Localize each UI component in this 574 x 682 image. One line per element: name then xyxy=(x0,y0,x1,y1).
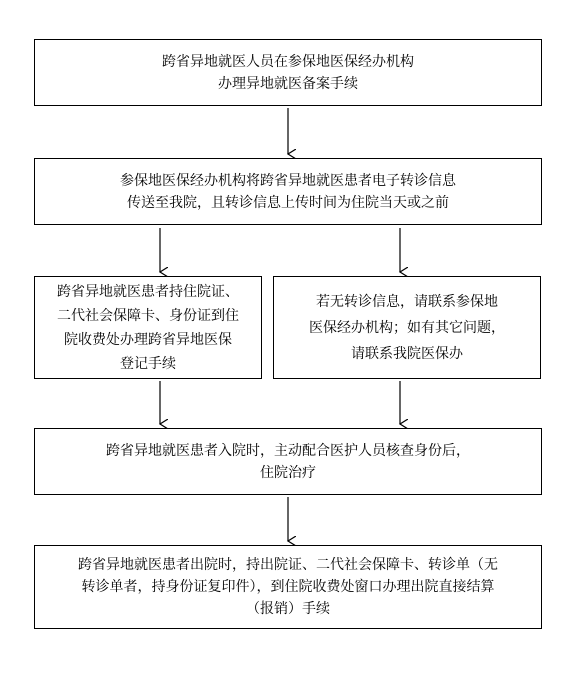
step-text-line: 住院治疗 xyxy=(260,464,316,481)
step-text-line: 跨省异地就医患者持住院证、 xyxy=(57,283,239,300)
step-text-line: 传送至我院，且转诊信息上传时间为住院当天或之前 xyxy=(127,194,449,211)
step-text-line: 跨省异地就医人员在参保地医保经办机构 xyxy=(162,53,414,70)
step-text-line: 跨省异地就医患者出院时，持出院证、二代社会保障卡、转诊单（无 xyxy=(78,557,498,573)
step-text-line: 二代社会保障卡、身份证到住 xyxy=(57,307,239,324)
flow-step-registration xyxy=(34,276,262,379)
step-text-line: 院收费处办理跨省异地医保 xyxy=(64,331,232,348)
step-text-line: 登记手续 xyxy=(120,355,176,372)
flow-step-no-referral-contact xyxy=(273,276,541,379)
step-text-line: 跨省异地就医患者入院时，主动配合医护人员核查身份后， xyxy=(106,442,470,459)
step-text-line: 转诊单者，持身份证复印件），到住院收费处窗口办理出院直接结算 xyxy=(81,579,495,595)
flow-step-discharge-settlement xyxy=(34,545,542,629)
step-text-line: 参保地医保经办机构将跨省异地就医患者电子转诊信息 xyxy=(120,172,456,189)
step-text-line: 医保经办机构；如有其它问题， xyxy=(309,319,505,336)
flow-step-filing xyxy=(34,39,542,106)
flow-step-referral-transfer xyxy=(34,158,542,225)
step-text-line: （报销）手续 xyxy=(246,601,330,617)
flow-step-admission xyxy=(34,428,542,495)
step-text-line: 请联系我院医保办 xyxy=(351,345,463,362)
step-text-line: 若无转诊信息，请联系参保地 xyxy=(316,293,498,310)
step-text-line: 办理异地就医备案手续 xyxy=(218,75,358,92)
